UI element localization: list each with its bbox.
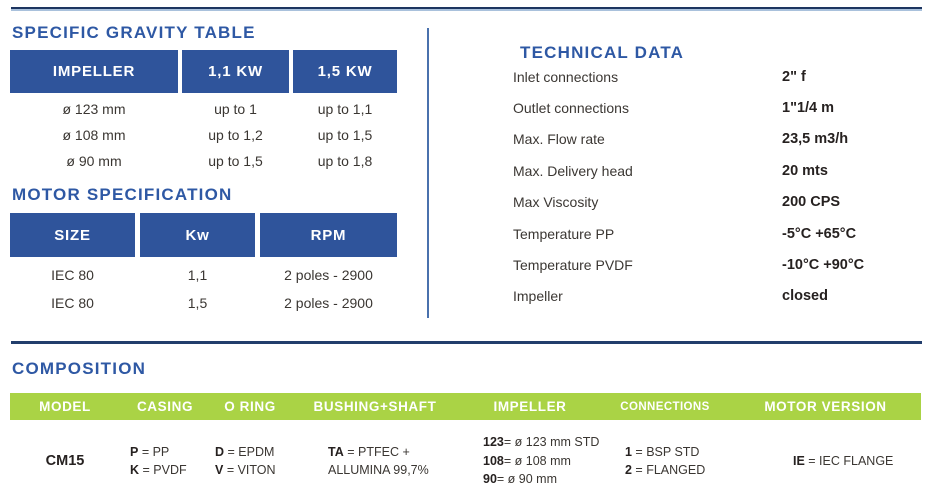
sg-cell: ø 123 mm	[62, 101, 126, 117]
comp-line: K = PVDF	[130, 463, 187, 477]
sg-header-11kw: 1,1 KW	[182, 50, 289, 93]
tech-label: Impeller	[513, 288, 563, 305]
comp-bushing-shaft-values	[290, 443, 460, 480]
technical-data-list	[513, 61, 913, 312]
sg-cell: up to 1,2	[208, 127, 263, 143]
specific-gravity-table	[10, 50, 397, 174]
comp-casing-values	[120, 443, 210, 480]
comp-connections-values	[600, 443, 730, 480]
tech-value: -10°C +90°C	[782, 257, 865, 274]
vertical-divider	[427, 28, 429, 318]
motor-specification-table	[10, 213, 397, 317]
sg-cell: up to 1,8	[317, 153, 373, 169]
comp-header-motor-version: MOTOR VERSION	[764, 399, 887, 414]
top-rule	[11, 7, 922, 11]
comp-header-oring: O RING	[224, 399, 276, 414]
tech-label: Temperature PVDF	[513, 257, 633, 274]
section-divider-rule	[11, 341, 922, 344]
composition-title: COMPOSITION	[12, 359, 147, 378]
tech-value: 200 CPS	[782, 194, 841, 211]
comp-oring-values	[210, 443, 290, 480]
sg-cell: up to 1,5	[317, 127, 373, 143]
comp-motor-version-values	[730, 452, 921, 471]
comp-line: IE = IEC FLANGE	[793, 453, 894, 468]
comp-line: V = VITON	[215, 463, 276, 477]
tech-label: Temperature PP	[513, 225, 615, 242]
tech-value: 1"1/4 m	[782, 100, 835, 117]
comp-line: ALLUMINA 99,7%	[328, 463, 429, 477]
comp-line: 123= ø 123 mm STD	[483, 435, 600, 450]
tech-label: Inlet connections	[513, 68, 619, 85]
tech-row	[513, 61, 913, 92]
technical-data-title: TECHNICAL DATA	[520, 43, 685, 62]
tech-row	[513, 281, 913, 312]
tech-row	[513, 187, 913, 218]
comp-line: D = EPDM	[215, 444, 275, 459]
tech-row	[513, 92, 913, 123]
tech-value: -5°C +65°C	[782, 225, 857, 242]
comp-line: 2 = FLANGED	[625, 463, 706, 477]
comp-line: TA = PTFEC +	[328, 444, 410, 459]
composition-row	[10, 428, 921, 494]
comp-header-casing: CASING	[136, 399, 194, 414]
comp-line: 1 = BSP STD	[625, 444, 700, 459]
sg-cell: ø 108 mm	[62, 127, 126, 143]
motor-cell: 2 poles - 2900	[284, 295, 373, 311]
comp-line: 108= ø 108 mm	[483, 453, 571, 468]
tech-row	[513, 218, 913, 249]
tech-value: 20 mts	[782, 162, 828, 179]
tech-value: closed	[782, 288, 828, 305]
sg-header-impeller: IMPELLER	[10, 50, 178, 93]
comp-line: 90= ø 90 mm	[483, 472, 557, 487]
sg-header-15kw: 1,5 KW	[293, 50, 397, 93]
tech-value: 23,5 m3/h	[782, 131, 849, 148]
tech-row	[513, 155, 913, 186]
motor-cell: 1,5	[187, 295, 208, 311]
motor-cell: IEC 80	[51, 295, 94, 311]
motor-cell: 2 poles - 2900	[284, 267, 373, 283]
comp-header-model: MODEL	[39, 399, 91, 414]
tech-row	[513, 249, 913, 280]
comp-header-impeller: IMPELLER	[493, 399, 567, 414]
comp-line: P = PP	[130, 444, 170, 459]
composition-header-bar	[10, 393, 921, 420]
comp-header-connections: CONNECTIONS	[620, 400, 710, 413]
motor-cell: 1,1	[187, 267, 208, 283]
sg-cell: up to 1	[214, 101, 257, 117]
comp-impeller-values	[460, 433, 600, 489]
tech-value: 2" f	[782, 68, 806, 85]
sg-cell: up to 1,1	[317, 101, 373, 117]
sg-cell: up to 1,5	[208, 153, 263, 169]
tech-row	[513, 124, 913, 155]
tech-label: Max. Flow rate	[513, 131, 605, 148]
sg-cell: ø 90 mm	[66, 153, 122, 169]
motor-header-kw: Kw	[140, 213, 255, 257]
comp-model-value: CM15	[45, 452, 85, 469]
tech-label: Max Viscosity	[513, 194, 599, 211]
comp-header-bushing-shaft: BUSHING+SHAFT	[313, 399, 437, 414]
motor-specification-title: MOTOR SPECIFICATION	[12, 185, 233, 204]
tech-label: Max. Delivery head	[513, 162, 633, 179]
motor-header-size: SIZE	[10, 213, 135, 257]
specific-gravity-title: SPECIFIC GRAVITY TABLE	[12, 23, 256, 42]
tech-label: Outlet connections	[513, 100, 629, 117]
motor-cell: IEC 80	[51, 267, 94, 283]
motor-header-rpm: RPM	[260, 213, 397, 257]
